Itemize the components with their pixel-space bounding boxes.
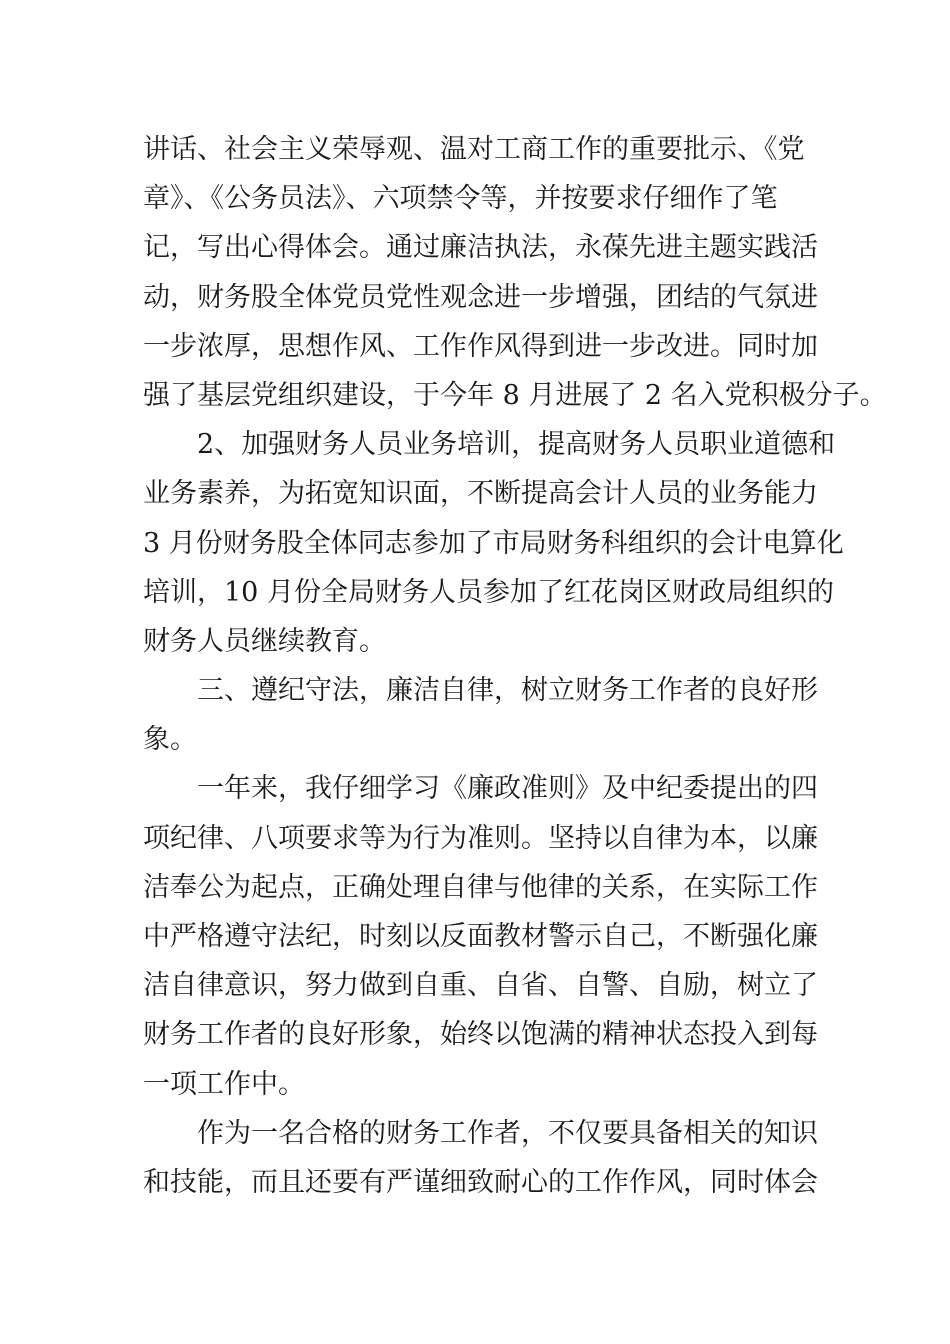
text-line: 项纪律、八项要求等为行为准则。坚持以自律为本，以廉 [143, 822, 818, 854]
text-line: 2、加强财务人员业务培训，提高财务人员职业道德和 [143, 429, 836, 461]
text-line: 讲话、社会主义荣辱观、温对工商工作的重要批示、《党 [143, 134, 805, 165]
text-line: 中严格遵守法纪，时刻以反面教材警示自己，不断强化廉 [143, 921, 818, 952]
text-line: 作为一名合格的财务工作者，不仅要具备相关的知识 [143, 1117, 818, 1149]
text-line: 洁奉公为起点，正确处理自律与他律的关系，在实际工作 [143, 871, 818, 903]
text-line: 财务工作者的良好形象，始终以饱满的精神状态投入到每 [143, 1019, 818, 1051]
text-line: 一步浓厚，思想作风、工作作风得到进一步改进。同时加 [143, 330, 818, 362]
text-line: 一项工作中。 [143, 1068, 305, 1100]
text-line: 三、遵纪守法，廉洁自律，树立财务工作者的良好形 [143, 675, 818, 707]
text-line: 记，写出心得体会。通过廉洁执法，永葆先进主题实践活 [143, 232, 818, 264]
text-line: 3 月份财务股全体同志参加了市局财务科组织的会计电算化 [143, 527, 844, 559]
text-line: 章》、《公务员法》、六项禁令等，并按要求仔细作了笔 [143, 183, 778, 215]
text-line: 动，财务股全体党员党性观念进一步增强，团结的气氛进 [143, 281, 818, 313]
text-line: 培训，10 月份全局财务人员参加了红花岗区财政局组织的 [143, 576, 834, 608]
text-line: 财务人员继续教育。 [143, 625, 386, 657]
text-line: 强了基层党组织建设，于今年 8 月进展了 2 名入党积极分子。 [143, 379, 887, 411]
text-line: 和技能，而且还要有严谨细致耐心的工作作风，同时体会 [143, 1166, 818, 1198]
text-line: 洁自律意识，努力做到自重、自省、自警、自励，树立了 [143, 970, 818, 1002]
text-line: 业务素养，为拓宽知识面，不断提高会计人员的业务能力 [143, 478, 818, 510]
body-text [143, 125, 887, 1207]
text-line: 象。 [143, 724, 197, 756]
text-line: 一年来，我仔细学习《廉政准则》及中纪委提出的四 [143, 773, 818, 805]
